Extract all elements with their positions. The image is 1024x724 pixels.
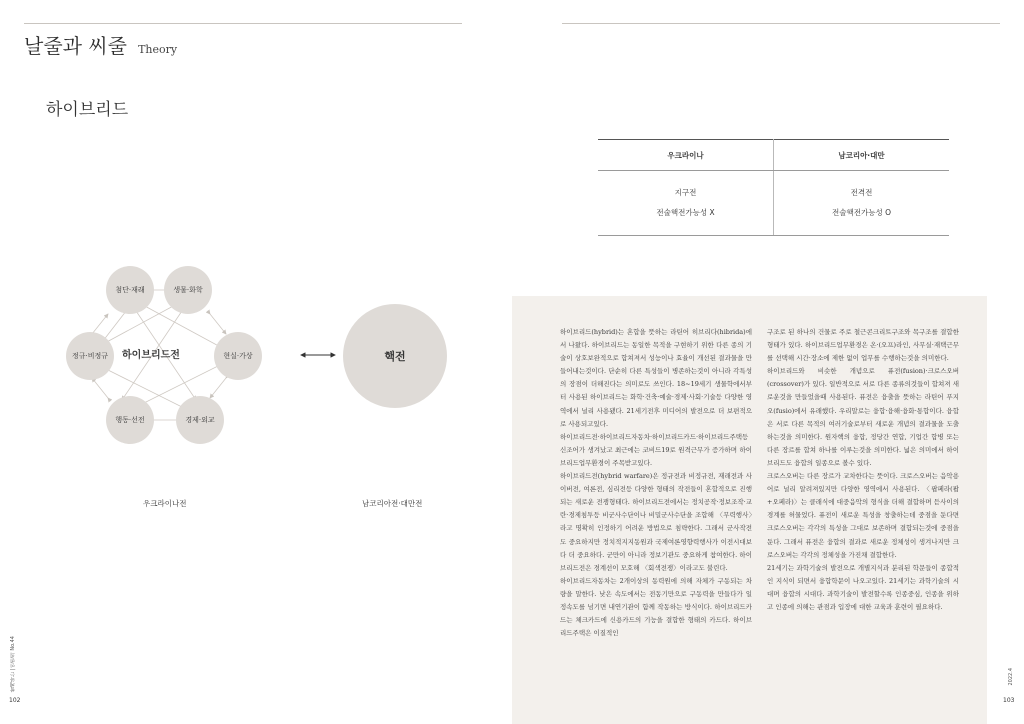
comparison-table xyxy=(598,139,949,236)
caption-ukraine-war: 우크라이나전 xyxy=(143,499,187,508)
table-row xyxy=(598,171,949,236)
table-header-row xyxy=(598,140,949,171)
issue-date-vertical: 2022.4 xyxy=(1008,668,1014,686)
node-advanced-conventional: 첨단·재래 xyxy=(106,266,154,314)
body-text-panel xyxy=(512,296,987,724)
body-paragraph: 하이브리드전·하이브리드자동차·하이브리드카드·하이브리드주택등 신조어가 생겨났고 최근에는 코비드19로 원격근무가 증가하며 하이브리드업무환경이 주목받고있다. xyxy=(560,432,752,467)
page-title-sub: Theory xyxy=(138,43,178,56)
page-number-left: 102 xyxy=(9,697,21,704)
body-paragraph: 크로스오버는 다른 장르가 교차한다는 뜻이다. 크로스오버는 음악용어로 널리 알려져있지만 다양한 영역에서 사용된다. 〈팝페라(팝+오페라)〉는 클래식에 대중음악의 형식을 더해 결합하며 듣사이의 경계를 허물었다. 퓨전이 새로운 특성을 창출하는데 중점을 둔다면 크로스오버는 각각의 특성을 그대로 보존하며 결합되는것에 중점을 둔다. 그래서 퓨전은 융합의 결과로 새로운 정체성이 생겨나지만 크로스오버는 각각의 정체성을 가진채 결합한다. xyxy=(767,472,959,559)
body-paragraph: 구조로 된 하나의 건물로 주로 철근콘크리트구조와 목구조를 결합한 형태가 있다. 하이브리드업무환경은 온·(오프)라인, 사무실·재택근무를 선택해 시간·장소에 제한 없이 업무를 수행하는것을 의미한다. xyxy=(767,328,959,363)
caption-korea-taiwan-war: 남코리아전·대만전 xyxy=(362,499,423,508)
node-bio-chemical: 생물·화학 xyxy=(164,266,212,314)
section-title: 하이브리드 xyxy=(46,100,129,120)
body-paragraph: 21세기는 과학기술의 발전으로 개별지식과 분리된 학문들이 종합적인 지식이 되면서 융합학문이 나오고있다. 21세기는 과학기술의 시대며 융합의 시대다. 과학기술이 발전할수록 인종중심, 인종을 위하고 인종에 의해는 관점과 입장에 대한 교육과 훈련이 필요하다. xyxy=(767,563,959,611)
body-paragraph: 하이브리드자동차는 2개이상의 동력원에 의해 자체가 구동되는 차량을 말한다. 낮은 속도에서는 전동기만으로 구동력을 만들다가 일정속도를 넘기면 내연기관이 함께 작동하는 방식이다. 하이브리드카드는 체크카드에 신용카드의 기능을 결합한 형태의 카드다. 하이브리드주택은 이질적인 xyxy=(560,576,752,638)
hub-label: 하이브리드전 xyxy=(122,350,180,361)
journal-label-vertical: 함께하는 | 인민의 No.44 xyxy=(10,636,16,693)
node-regular-irregular: 정규·비정규 xyxy=(66,332,114,380)
node-economy-diplomacy: 경제·외교 xyxy=(176,396,224,444)
body-column-left xyxy=(560,326,752,640)
cell-line: 전술핵전가능성 X xyxy=(656,208,715,217)
cell-line: 지구전 xyxy=(674,188,697,197)
cell-line: 전격전 xyxy=(850,188,873,197)
node-nuclear-war: 핵전 xyxy=(343,304,447,408)
body-paragraph: 하이브리드전(hybrid warfare)은 정규전과 비정규전, 재래전과 사이버전, 여론전, 심리전등 다양한 형태의 작전들이 혼합적으로 진행되는 새로운 전쟁형태다. 하이브리드전에서는 정치공작·정보조작·교란·경제침투등 비군사수단이나 비밀군사수단을 조합해 〈무력행사〉라고 명확히 인정하기 어려운 방법으로 침략한다. 그래서 군사작전도 중요하지만 정치적지지동원과 국제여론영향력행사가 이전시대보다 더 중요하다. 군만이 아니라 정보기관도 중요하게 참여한다. 하이브리드전은 경계선이 모호해 〈회색전쟁〉이라고도 불린다. xyxy=(560,472,752,572)
table-cell-ukraine xyxy=(598,171,774,236)
table-header-ukraine: 우크라이나 xyxy=(598,140,774,171)
body-column-right xyxy=(767,326,959,614)
body-paragraph: 하이브리드(hybrid)는 혼합을 뜻하는 라틴어 히브리다(hibrida)에서 나왔다. 하이브리드는 동일한 목적을 구현하기 위한 다른 종의 기술이 상호보완적으로 합쳐져서 성능이나 효율이 개선된 결과물을 만들어내는것이다. 단순히 다른 특성들이 병존하는것이 아니라 각특성의 장점이 더해진다는 의미로도 쓰인다. 18~19세기 생물학에서부터 사용된 하이브리드는 화학·건축·예술·경제·사회·기술등 다양한 영역에서 널리 사용됐다. 21세기전후 미디어의 발전으로 더 보편적으로 사용되고있다. xyxy=(560,328,752,428)
table-cell-korea-taiwan xyxy=(774,171,950,236)
page-title-main: 날줄과 씨줄 xyxy=(24,34,127,58)
table-header-korea-taiwan: 남코리아·대만 xyxy=(774,140,950,171)
node-action-propaganda: 행동·선전 xyxy=(106,396,154,444)
page-number-right: 103 xyxy=(1003,697,1015,704)
cell-line: 전술핵전가능성 O xyxy=(831,208,891,217)
node-real-virtual: 현실·가상 xyxy=(214,332,262,380)
body-paragraph: 하이브리드와 비슷한 개념으로 퓨전(fusion)·크로스오버(crossover)가 있다. 일반적으로 서로 다른 종류의것들이 합쳐져 새로운것을 만들었을때 사용된다. 퓨전은 융출을 뜻하는 라틴어 푸지오(fusio)에서 유래했다. 우리말로는 융합·융해·융화·통합이다. 융합은 서로 다른 목적의 여러기술로부터 새로운 개념의 결과물을 도출하는것을 의미한다. 원자핵의 융합, 정당간 연합, 기업간 합병 또는 다른 장르를 합쳐 하나를 이루는것을 의미한다. 넓은 의미에서 하이브리드도 융합의 일종으로 볼수 있다. xyxy=(767,367,959,467)
